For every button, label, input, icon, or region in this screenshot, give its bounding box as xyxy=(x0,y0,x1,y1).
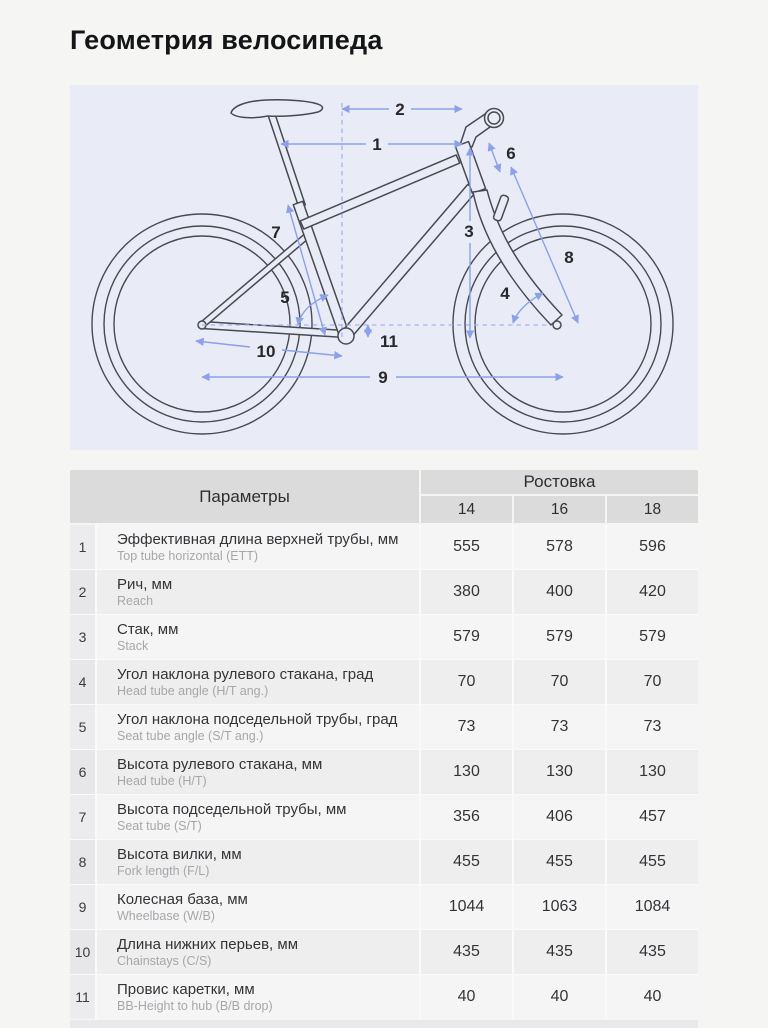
value-size-18: 40 xyxy=(607,975,698,1019)
parameter-name-ru: Рич, мм xyxy=(117,575,173,593)
value-size-18: 596 xyxy=(607,525,698,569)
value-size-18: 435 xyxy=(607,930,698,974)
parameter-name-ru: Провис каретки, мм xyxy=(117,980,255,998)
parameter-name-ru: Угол наклона подседельной трубы, град xyxy=(117,710,398,728)
callout-11: 11 xyxy=(380,332,398,351)
table-row xyxy=(70,840,698,884)
row-number: 7 xyxy=(70,795,95,839)
value-size-18: 420 xyxy=(607,570,698,614)
seatstay xyxy=(200,233,310,328)
table-row xyxy=(70,705,698,749)
callout-2: 2 xyxy=(395,100,405,119)
parameter-name-ru: Угол наклона рулевого стакана, град xyxy=(117,665,374,683)
row-number: 6 xyxy=(70,750,95,794)
value-size-16: 130 xyxy=(514,750,605,794)
parameter-name-ru: Высота вилки, мм xyxy=(117,845,242,863)
row-number: 9 xyxy=(70,885,95,929)
parameter-name-en: Stack xyxy=(117,638,149,653)
parameter-name-ru: Колесная база, мм xyxy=(117,890,248,908)
header-size-16: 16 xyxy=(514,496,605,523)
callout-9: 9 xyxy=(378,368,388,387)
table-row xyxy=(70,615,698,659)
bike-diagram-svg xyxy=(70,85,698,450)
value-size-18: 455 xyxy=(607,840,698,884)
parameter-cell xyxy=(97,930,419,974)
parameter-name-en: Seat tube (S/T) xyxy=(117,818,202,833)
parameter-cell xyxy=(97,525,419,569)
row-number: 5 xyxy=(70,705,95,749)
value-size-14: 70 xyxy=(421,660,512,704)
parameter-cell xyxy=(97,705,419,749)
table-row-partial xyxy=(70,1020,698,1028)
parameter-name-ru: Длина нижних перьев, мм xyxy=(117,935,299,953)
value-size-16: 435 xyxy=(514,930,605,974)
parameter-name-ru: Высота подседельной трубы, мм xyxy=(117,800,347,818)
arrow-seattube-angle xyxy=(298,295,328,325)
value-size-14: 1044 xyxy=(421,885,512,929)
parameter-cell xyxy=(97,840,419,884)
page-title: Геометрия велосипеда xyxy=(70,25,383,55)
value-size-16: 406 xyxy=(514,795,605,839)
row-number: 4 xyxy=(70,660,95,704)
callout-4: 4 xyxy=(500,284,510,303)
header-size-14: 14 xyxy=(421,496,512,523)
table-row xyxy=(70,975,698,1019)
value-size-14: 40 xyxy=(421,975,512,1019)
callout-7: 7 xyxy=(271,223,281,242)
parameter-cell xyxy=(97,975,419,1019)
top-tube xyxy=(300,155,460,229)
callout-5: 5 xyxy=(280,288,290,307)
geometry-table xyxy=(70,470,698,1028)
value-size-18: 457 xyxy=(607,795,698,839)
arrow-headtube-length xyxy=(489,143,500,172)
table-header xyxy=(70,470,698,523)
value-size-18: 130 xyxy=(607,750,698,794)
bottom-bracket xyxy=(338,328,354,344)
value-size-14: 356 xyxy=(421,795,512,839)
value-size-16: 1063 xyxy=(514,885,605,929)
row-number: 10 xyxy=(70,930,95,974)
table-row xyxy=(70,795,698,839)
parameter-name-ru: Эффективная длина верхней трубы, мм xyxy=(117,530,399,548)
callout-8: 8 xyxy=(564,248,574,267)
parameter-name-ru: Высота рулевого стакана, мм xyxy=(117,755,323,773)
arrow-chainstay-right xyxy=(282,350,342,356)
parameter-name-en: Head tube (H/T) xyxy=(117,773,207,788)
header-parameters: Параметры xyxy=(70,470,419,523)
arrow-chainstay-left xyxy=(196,341,250,347)
table-row xyxy=(70,885,698,929)
row-number: 11 xyxy=(70,975,95,1019)
front-dropout xyxy=(553,321,561,329)
row-number: 1 xyxy=(70,525,95,569)
value-size-18: 70 xyxy=(607,660,698,704)
parameter-name-en: Top tube horizontal (ETT) xyxy=(117,548,259,563)
value-size-16: 579 xyxy=(514,615,605,659)
value-size-16: 400 xyxy=(514,570,605,614)
value-size-16: 455 xyxy=(514,840,605,884)
value-size-16: 70 xyxy=(514,660,605,704)
table-row xyxy=(70,525,698,569)
fork xyxy=(473,190,562,325)
row-number: 2 xyxy=(70,570,95,614)
saddle xyxy=(231,100,322,118)
front-brake xyxy=(493,194,509,221)
value-size-16: 578 xyxy=(514,525,605,569)
bike-geometry-diagram xyxy=(70,85,698,450)
header-sizes: Ростовка xyxy=(421,470,698,494)
table-row xyxy=(70,930,698,974)
parameter-cell xyxy=(97,660,419,704)
table-row xyxy=(70,750,698,794)
callout-6: 6 xyxy=(506,144,516,163)
parameter-name-en: BB-Height to hub (B/B drop) xyxy=(117,998,273,1013)
seatpost xyxy=(267,109,306,207)
value-size-14: 435 xyxy=(421,930,512,974)
parameter-name-en: Reach xyxy=(117,593,154,608)
callout-3: 3 xyxy=(464,222,474,241)
parameter-cell xyxy=(97,885,419,929)
parameter-name-en: Chainstays (C/S) xyxy=(117,953,212,968)
table-row xyxy=(70,570,698,614)
value-size-14: 579 xyxy=(421,615,512,659)
parameter-cell xyxy=(97,615,419,659)
value-size-18: 579 xyxy=(607,615,698,659)
callout-1: 1 xyxy=(372,135,382,154)
parameter-cell xyxy=(97,795,419,839)
table-row xyxy=(70,660,698,704)
value-size-14: 73 xyxy=(421,705,512,749)
front-wheel xyxy=(453,214,673,434)
callout-10: 10 xyxy=(256,342,276,361)
value-size-14: 555 xyxy=(421,525,512,569)
down-tube xyxy=(343,184,476,337)
parameter-name-en: Head tube angle (H/T ang.) xyxy=(117,683,269,698)
parameter-cell xyxy=(97,750,419,794)
value-size-18: 73 xyxy=(607,705,698,749)
value-size-16: 73 xyxy=(514,705,605,749)
row-number: 3 xyxy=(70,615,95,659)
parameter-name-ru: Стак, мм xyxy=(117,620,179,638)
header-size-18: 18 xyxy=(607,496,698,523)
value-size-14: 380 xyxy=(421,570,512,614)
value-size-14: 130 xyxy=(421,750,512,794)
parameter-cell xyxy=(97,570,419,614)
row-number: 8 xyxy=(70,840,95,884)
value-size-16: 40 xyxy=(514,975,605,1019)
parameter-name-en: Seat tube angle (S/T ang.) xyxy=(117,728,264,743)
parameter-name-en: Wheelbase (W/B) xyxy=(117,908,215,923)
parameter-name-en: Fork length (F/L) xyxy=(117,863,210,878)
value-size-18: 1084 xyxy=(607,885,698,929)
table-body xyxy=(70,525,698,1019)
value-size-14: 455 xyxy=(421,840,512,884)
